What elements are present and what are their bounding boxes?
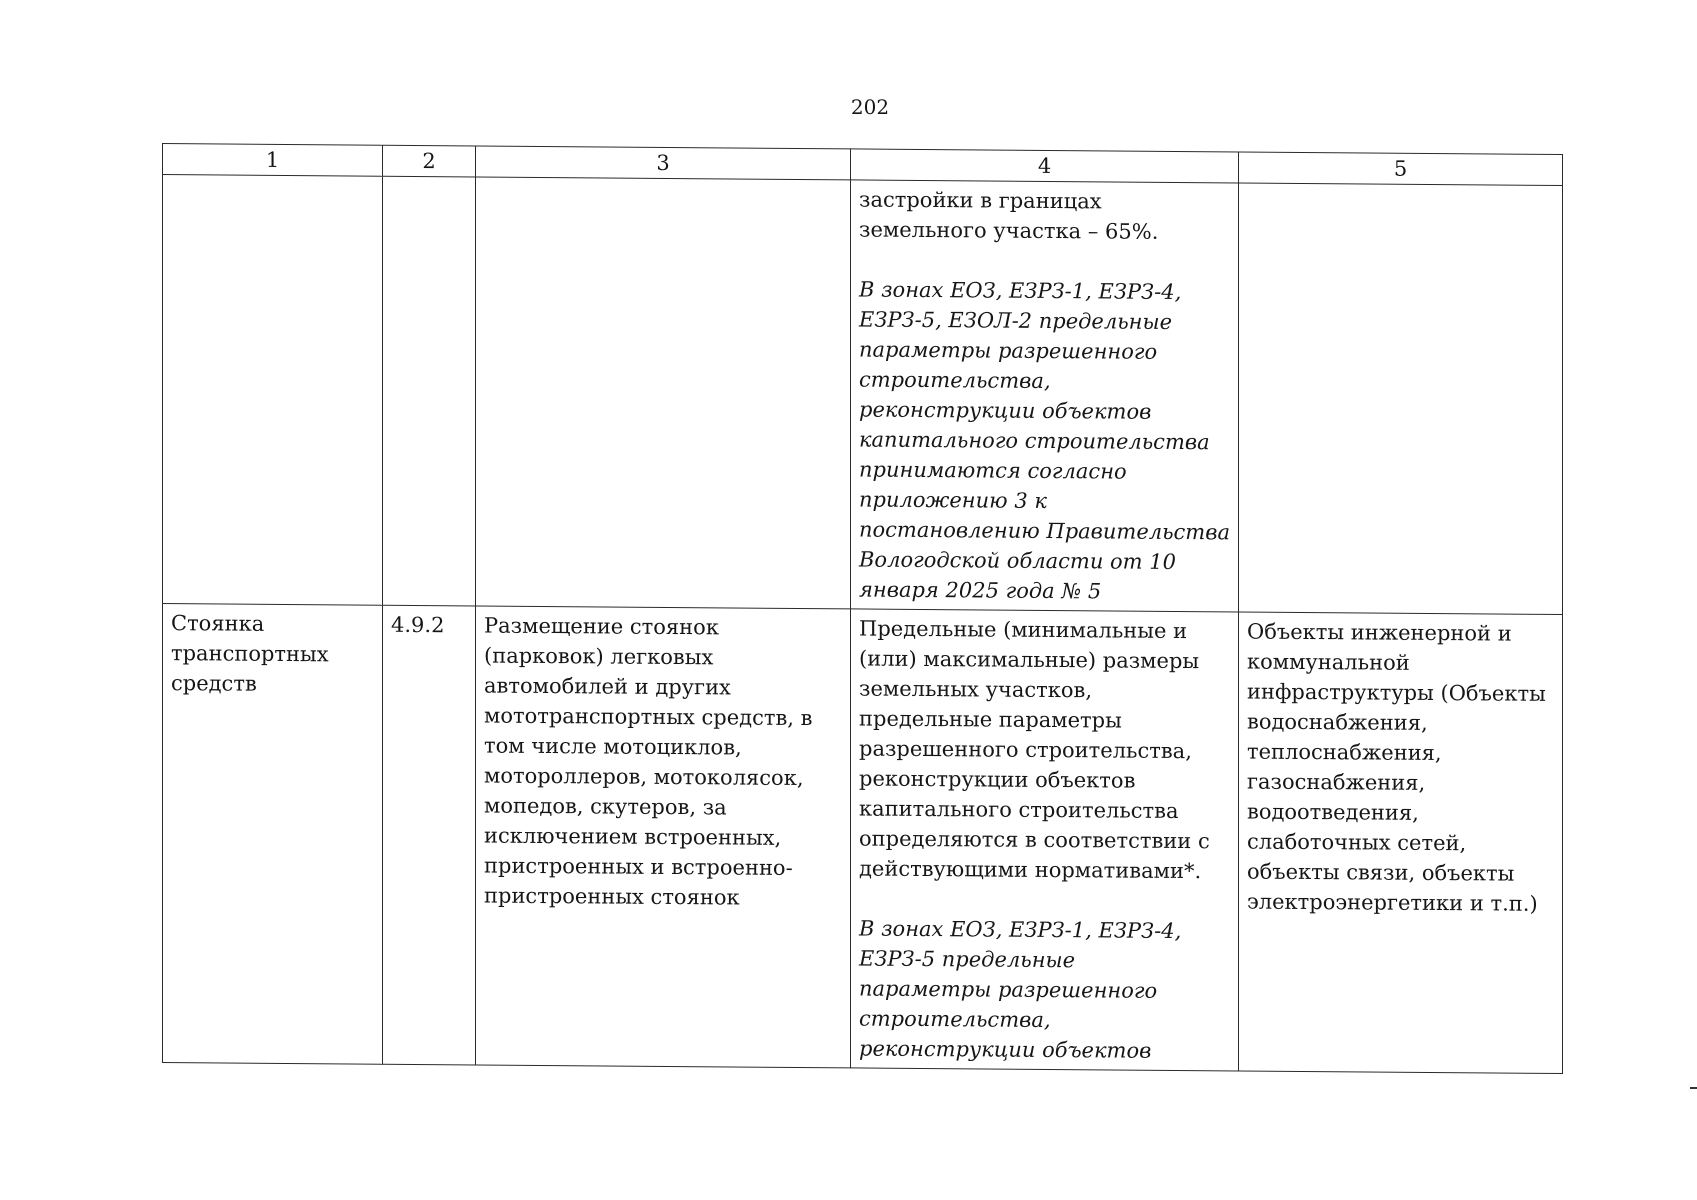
text-line: инфраструктуры (Объекты: [1247, 679, 1546, 706]
zoning-table: [162, 143, 1563, 1074]
text-line: приложению 3 к: [859, 487, 1047, 513]
cont-col-3: [476, 177, 851, 609]
table-row-continued: [163, 175, 1563, 615]
parking-col-5: [1239, 612, 1563, 1074]
text-line: мопедов, скутеров, за: [484, 793, 727, 820]
text-line: реконструкции объектов: [859, 397, 1152, 424]
cont-col4-italic-note: [859, 274, 1230, 607]
text-line: строительства,: [859, 367, 1051, 393]
text-line: капитального строительства: [859, 796, 1179, 823]
page-number: 202: [850, 95, 890, 119]
text-line: параметры разрешенного: [859, 337, 1158, 364]
header-col-4: 4: [851, 149, 1239, 183]
parking-col-1: [163, 604, 383, 1065]
parking-col-2: [383, 605, 476, 1065]
text-line: застройки в границах: [859, 187, 1102, 214]
text-line: пристроенных стоянок: [484, 883, 740, 910]
classification-code: 4.9.2: [391, 612, 445, 638]
text-line: января 2025 года № 5: [859, 577, 1102, 604]
text-line: предельные параметры: [859, 706, 1122, 733]
cont-col-2: [383, 176, 476, 606]
text-line: транспортных: [171, 641, 329, 667]
text-line: водоотведения,: [1247, 799, 1419, 825]
text-line: В зонах ЕОЗ, ЕЗРЗ-1, ЕЗРЗ-4,: [859, 916, 1182, 944]
scan-edge-mark: [1690, 1087, 1697, 1089]
parking-col-3: [476, 606, 851, 1068]
cont-col-1: [163, 175, 383, 606]
text-line: мототранспортных средств, в: [484, 703, 813, 731]
text-line: электроэнергетики и т.п.): [1247, 889, 1538, 916]
cont-col-5: [1239, 183, 1563, 615]
text-line: коммунальной: [1247, 649, 1410, 675]
text-line: разрешенного строительства,: [859, 736, 1192, 764]
text-line: принимаются согласно: [859, 457, 1127, 484]
header-col-2: 2: [383, 145, 476, 177]
header-col-5: 5: [1239, 152, 1563, 186]
text-line: водоснабжения,: [1247, 709, 1428, 735]
text-line: Вологодской области от 10: [859, 547, 1176, 574]
text-line: постановлению Правительства: [859, 517, 1230, 545]
text-line: теплоснабжения,: [1247, 739, 1442, 766]
header-col-3: 3: [476, 146, 851, 180]
text-line: действующими нормативами*.: [859, 856, 1202, 884]
parking-col-4: [851, 609, 1239, 1071]
text-line: пристроенных и встроенно-: [484, 853, 793, 880]
text-line: том числе мотоциклов,: [484, 733, 742, 760]
text-line: земельного участка – 65%.: [859, 217, 1159, 244]
text-line: определяются в соответствии с: [859, 826, 1210, 854]
text-line: исключением встроенных,: [484, 823, 782, 850]
text-line: земельных участков,: [859, 676, 1093, 703]
text-line: реконструкции объектов: [859, 766, 1136, 793]
text-line: ЕЗРЗ-5, ЕЗОЛ-2 предельные: [859, 307, 1173, 334]
text-line: Предельные (минимальные и: [859, 616, 1188, 644]
text-line: (или) максимальные) размеры: [859, 646, 1200, 674]
text-line: газоснабжения,: [1247, 769, 1426, 795]
text-line: реконструкции объектов: [859, 1036, 1152, 1063]
text-line: строительства,: [859, 1006, 1051, 1032]
text-line: (парковок) легковых: [484, 643, 714, 670]
text-line: объекты связи, объекты: [1247, 859, 1515, 886]
text-line: ЕЗРЗ-5 предельные: [859, 946, 1076, 973]
cont-col-4: [851, 180, 1239, 612]
text-line: Объекты инженерной и: [1247, 619, 1512, 646]
text-line: параметры разрешенного: [859, 976, 1158, 1003]
text-line: мотороллеров, мотоколясок,: [484, 763, 804, 791]
text-line: автомобилей и других: [484, 673, 731, 700]
text-line: средств: [171, 671, 257, 696]
table-row-parking: [163, 604, 1563, 1074]
text-line: слаботочных сетей,: [1247, 829, 1467, 856]
parking-col4-italic-note: [859, 913, 1230, 1066]
text-line: капитального строительства: [859, 427, 1210, 455]
text-line: Размещение стоянок: [484, 613, 719, 640]
text-line: Стоянка: [171, 611, 265, 636]
parking-col4-text: [859, 613, 1230, 886]
header-col-1: 1: [163, 144, 383, 177]
cont-col4-text: [859, 184, 1230, 247]
text-line: В зонах ЕОЗ, ЕЗРЗ-1, ЕЗРЗ-4,: [859, 277, 1182, 305]
